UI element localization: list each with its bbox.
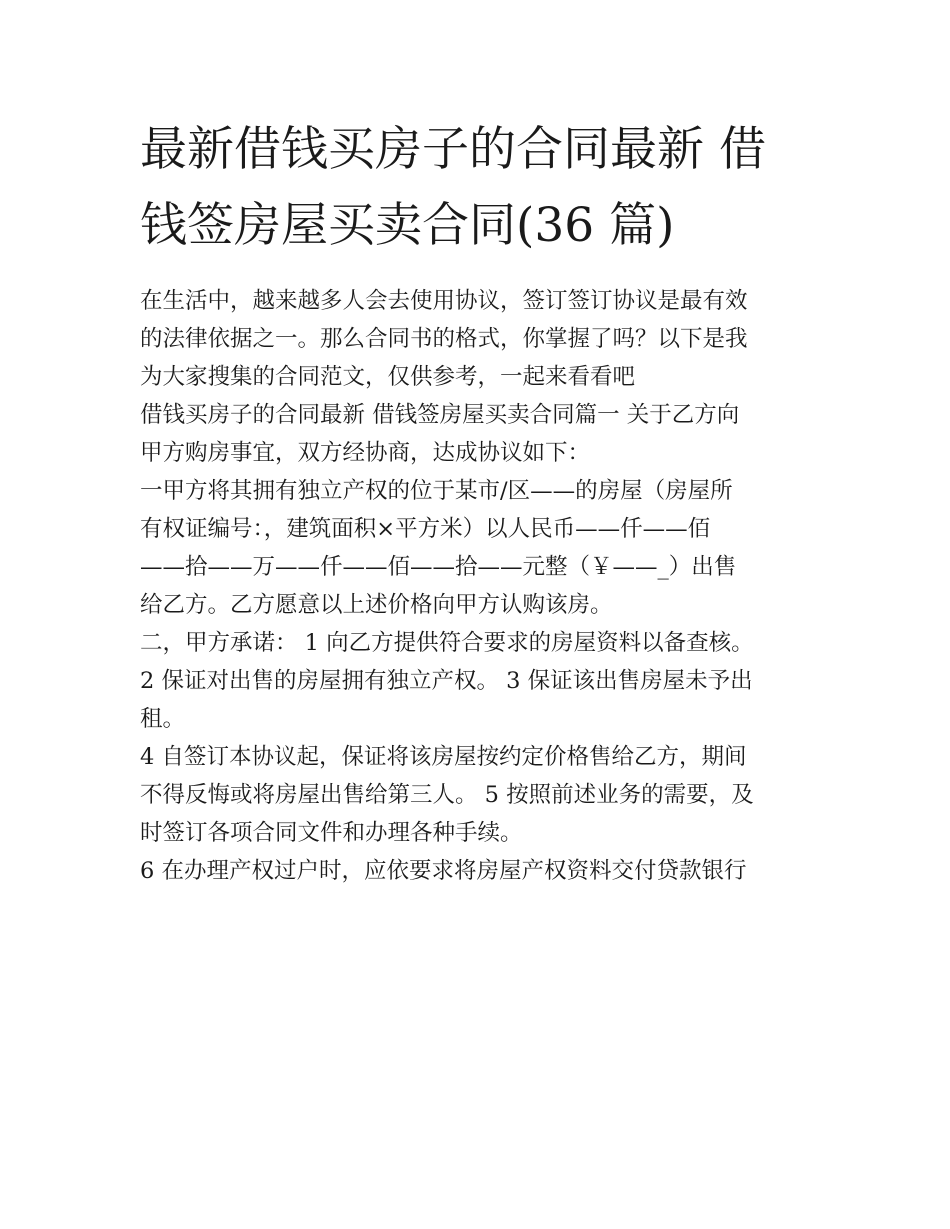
body-line: ——拾——万——仟——佰——拾——元整（￥——_）出售 — [140, 554, 737, 580]
body-line: 有权证编号：，建筑面积×平方米）以人民币——仟——佰 — [140, 516, 711, 542]
body-line: 时签订各项合同文件和办理各种手续。 — [140, 820, 523, 846]
title-line: 最新借钱买房子的合同最新 借 — [140, 122, 766, 177]
body-line: 在生活中，越来越多人会去使用协议，签订签订协议是最有效 — [140, 288, 748, 314]
document-title — [140, 112, 820, 264]
body-line: 甲方购房事宜，双方经协商，达成协议如下： — [140, 440, 591, 466]
body-line: 给乙方。乙方愿意以上述价格向甲方认购该房。 — [140, 592, 613, 618]
body-line: 的法律依据之一。那么合同书的格式，你掌握了吗？以下是我 — [140, 326, 748, 352]
body-line: 为大家搜集的合同范文，仅供参考，一起来看看吧 — [140, 364, 636, 390]
title-line: 钱签房屋买卖合同(36 篇) — [140, 198, 675, 253]
body-line: 6 在办理产权过户时，应依要求将房屋产权资料交付贷款银行 — [140, 858, 747, 884]
body-line: 2 保证对出售的房屋拥有独立产权。 3 保证该出售房屋未予出 — [140, 668, 753, 694]
body-line: 一甲方将其拥有独立产权的位于某市/区——的房屋（房屋所 — [140, 478, 733, 504]
body-line: 不得反悔或将房屋出售给第三人。 5 按照前述业务的需要，及 — [140, 782, 754, 808]
body-line: 二，甲方承诺： 1 向乙方提供符合要求的房屋资料以备查核。 — [140, 630, 754, 656]
body-line: 租。 — [140, 706, 186, 732]
body-line: 借钱买房子的合同最新 借钱签房屋买卖合同篇一 关于乙方向 — [140, 402, 740, 428]
body-line: 4 自签订本协议起，保证将该房屋按约定价格售给乙方，期间 — [140, 744, 747, 770]
document-body — [140, 282, 820, 890]
